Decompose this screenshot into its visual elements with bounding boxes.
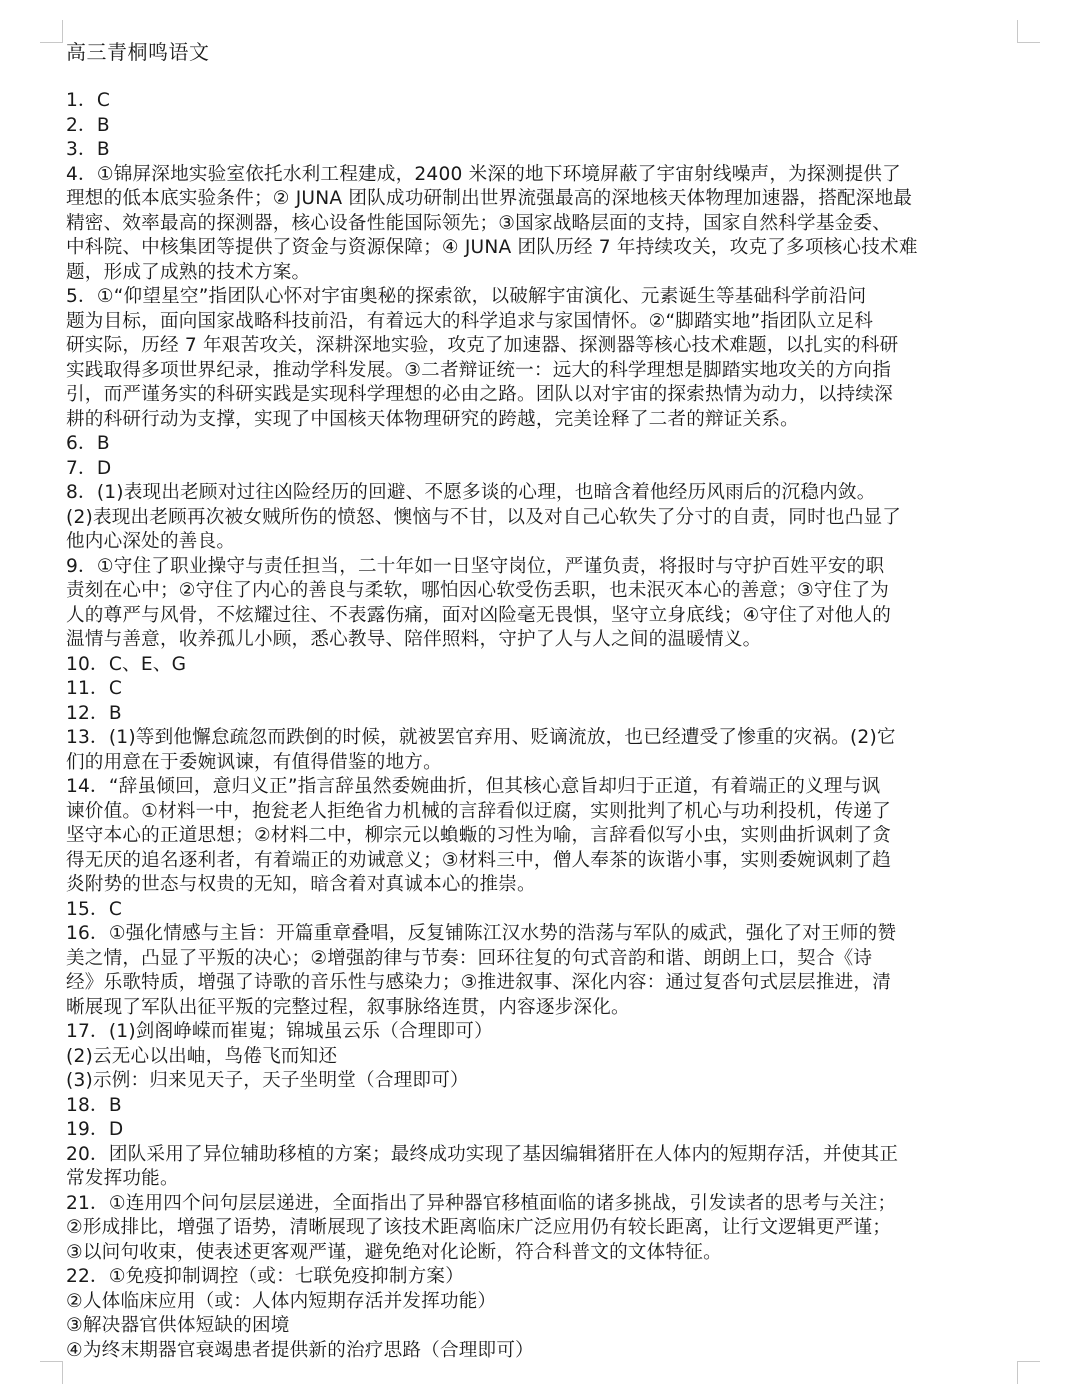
answer-line: 们的用意在于委婉讽谏，有值得借鉴的地方。 (66, 751, 442, 773)
answer-line: 18．B (66, 1094, 122, 1116)
answer-line: 17．(1)剑阁峥嵘而崔嵬；锦城虽云乐（合理即可） (66, 1021, 493, 1042)
answer-line: 温情与善意，收养孤儿小顾，悉心教导、陪伴照料，守护了人与人之间的温暖情义。 (66, 629, 762, 650)
answer-line: 得无厌的追名逐利者，有着端正的劝诫意义；③材料三中，僧人奉茶的诙谐小事，实则委婉讽刺了趋 (66, 849, 892, 871)
crop-mark-top-right (1017, 20, 1040, 43)
answer-line: 11．C (66, 678, 123, 699)
answer-line: 1．C (66, 90, 111, 111)
answer-line: ②形成排比，增强了语势，清晰展现了该技术距离临床广泛应用仍有较长距离，让行文逻辑更严谨； (66, 1217, 892, 1238)
answer-line: 坚守本心的正道思想；②材料二中，柳宗元以蝜蝂的习性为喻，言辞看似写小虫，实则曲折讽刺了贪 (66, 825, 892, 846)
crop-mark-bottom-right (1017, 1361, 1040, 1384)
answer-line: 3．B (66, 139, 110, 160)
answer-line: 14．“辞虽倾回，意归义正”指言辞虽然委婉曲折，但其核心意旨却归于正道，有着端正的义理与讽 (66, 776, 881, 797)
answer-line: 10．C、E、G (66, 653, 187, 675)
answer-line: 耕的科研行动为支撑，实现了中国核天体物理研究的跨越，完美诠释了二者的辩证关系。 (66, 408, 799, 430)
answer-line: 6．B (66, 433, 110, 454)
answer-line: 经》乐歌特质，增强了诗歌的音乐性与感染力；③推进叙事、深化内容：通过复沓句式层层推进，清 (66, 972, 892, 993)
answer-line: 理想的低本底实验条件；② JUNA 团队成功研制出世界流强最高的深地核天体物理加速器，搭配深地最 (66, 188, 913, 209)
answer-line: 题为目标，面向国家战略科技前沿，有着远大的科学追求与家国情怀。②“脚踏实地”指团队立足科 (66, 310, 874, 332)
answer-line: 8．(1)表现出老顾对过往凶险经历的回避、不愿多谈的心理，也暗含着他经历风雨后的沉稳内敛。 (66, 482, 876, 503)
answer-line: (2)表现出老顾再次被女贼所伤的愤怒、懊恼与不甘，以及对自己心软失了分寸的自责，同时也凸显了 (66, 506, 902, 528)
answer-line: 12．B (66, 702, 122, 724)
answer-line: 7．D (66, 457, 112, 479)
crop-mark-top-left (40, 20, 63, 43)
answer-line: 中科院、中核集团等提供了资金与资源保障；④ JUNA 团队历经 7 年持续攻关，攻克了多项核心技术难 (66, 237, 918, 258)
answer-line: 晰展现了军队出征平叛的完整过程，叙事脉络连贯，内容逐步深化。 (66, 996, 630, 1018)
answer-line: 题，形成了成熟的技术方案。 (66, 261, 311, 283)
answer-line: 20．团队采用了异位辅助移植的方案；最终成功实现了基因编辑猪肝在人体内的短期存活，并使其正 (66, 1143, 899, 1165)
answer-line: 5．①“仰望星空”指团队心怀对宇宙奥秘的探索欲，以破解宇宙演化、元素诞生等基础科学前沿问 (66, 286, 867, 307)
crop-mark-bottom-left (40, 1361, 63, 1384)
answer-line: ③以问句收束，使表述更客观严谨，避免绝对化论断，符合科普文的文体特征。 (66, 1241, 722, 1263)
answer-line: 常发挥功能。 (66, 1168, 179, 1189)
answer-line: 16．①强化情感与主旨：开篇重章叠唱，反复铺陈江汉水势的浩荡与军队的威武，强化了对王师的赞 (66, 923, 897, 944)
answer-line: 美之情，凸显了平叛的决心；②增强韵律与节奏：回环往复的句式音韵和谐、朗朗上口，契合《诗 (66, 947, 873, 969)
answer-line: (2)云无心以出岫，鸟倦飞而知还 (66, 1045, 338, 1067)
page-title: 高三青桐鸣语文 (66, 40, 210, 64)
answer-line: 引，而严谨务实的科研实践是实现科学理想的必由之路。团队以对宇宙的探索热情为动力，以持续深 (66, 384, 893, 405)
answer-line: ③解决器官供体短缺的困境 (66, 1315, 290, 1336)
answer-line: ②人体临床应用（或：人体内短期存活并发挥功能） (66, 1290, 497, 1312)
answer-line: 炎附势的世态与权贵的无知，暗含着对真诚本心的推崇。 (66, 874, 536, 895)
answer-line: 13．(1)等到他懈怠疏忽而跌倒的时候，就被罢官弃用、贬谪流放，也已经遭受了惨重的灾祸。(2)它 (66, 727, 896, 748)
answer-line: 人的尊严与风骨，不炫耀过往、不表露伤痛，面对凶险毫无畏惧，坚守立身底线；④守住了对他人的 (66, 604, 892, 626)
answer-line: 19．D (66, 1119, 124, 1140)
answer-line: 责刻在心中；②守住了内心的善良与柔软，哪怕因心软受伤丢职，也未泯灭本心的善意；③守住了为 (66, 580, 890, 601)
answer-line: 22．①免疫抑制调控（或：七联免疫抑制方案） (66, 1266, 465, 1287)
answer-line: (3)示例：归来见天子，天子坐明堂（合理即可） (66, 1070, 469, 1091)
answer-line: 15．C (66, 898, 123, 920)
answer-line: 研实际，历经 7 年艰苦攻关，深耕深地实验，攻克了加速器、探测器等核心技术难题，以扎实的科研 (66, 335, 899, 356)
answer-line: 精密、效率最高的探测器，核心设备性能国际领先；③国家战略层面的支持，国家自然科学基金委、 (66, 212, 892, 234)
answer-line: 9．①守住了职业操守与责任担当，二十年如一日坚守岗位，严谨负责，将报时与守护百姓平安的职 (66, 555, 885, 577)
answer-line: ④为终末期器官衰竭患者提供新的治疗思路（合理即可） (66, 1339, 534, 1361)
answer-list (66, 89, 1018, 1363)
answer-line: 4．①锦屏深地实验室依托水利工程建成，2400 米深的地下环境屏蔽了宇宙射线噪声，为探测提供了 (66, 163, 901, 185)
answer-line: 实践取得多项世界纪录，推动学科发展。③二者辩证统一：远大的科学理想是脚踏实地攻关的方向指 (66, 359, 892, 381)
answer-line: 2．B (66, 114, 110, 136)
answer-line: 他内心深处的善良。 (66, 531, 236, 552)
answer-line: 谏价值。①材料一中，抱瓮老人拒绝省力机械的言辞看似迂腐，实则批判了机心与功利投机，传递了 (66, 800, 892, 822)
answer-line: 21．①连用四个问句层层递进，全面指出了异种器官移植面临的诸多挑战，引发读者的思考与关注； (66, 1192, 897, 1214)
